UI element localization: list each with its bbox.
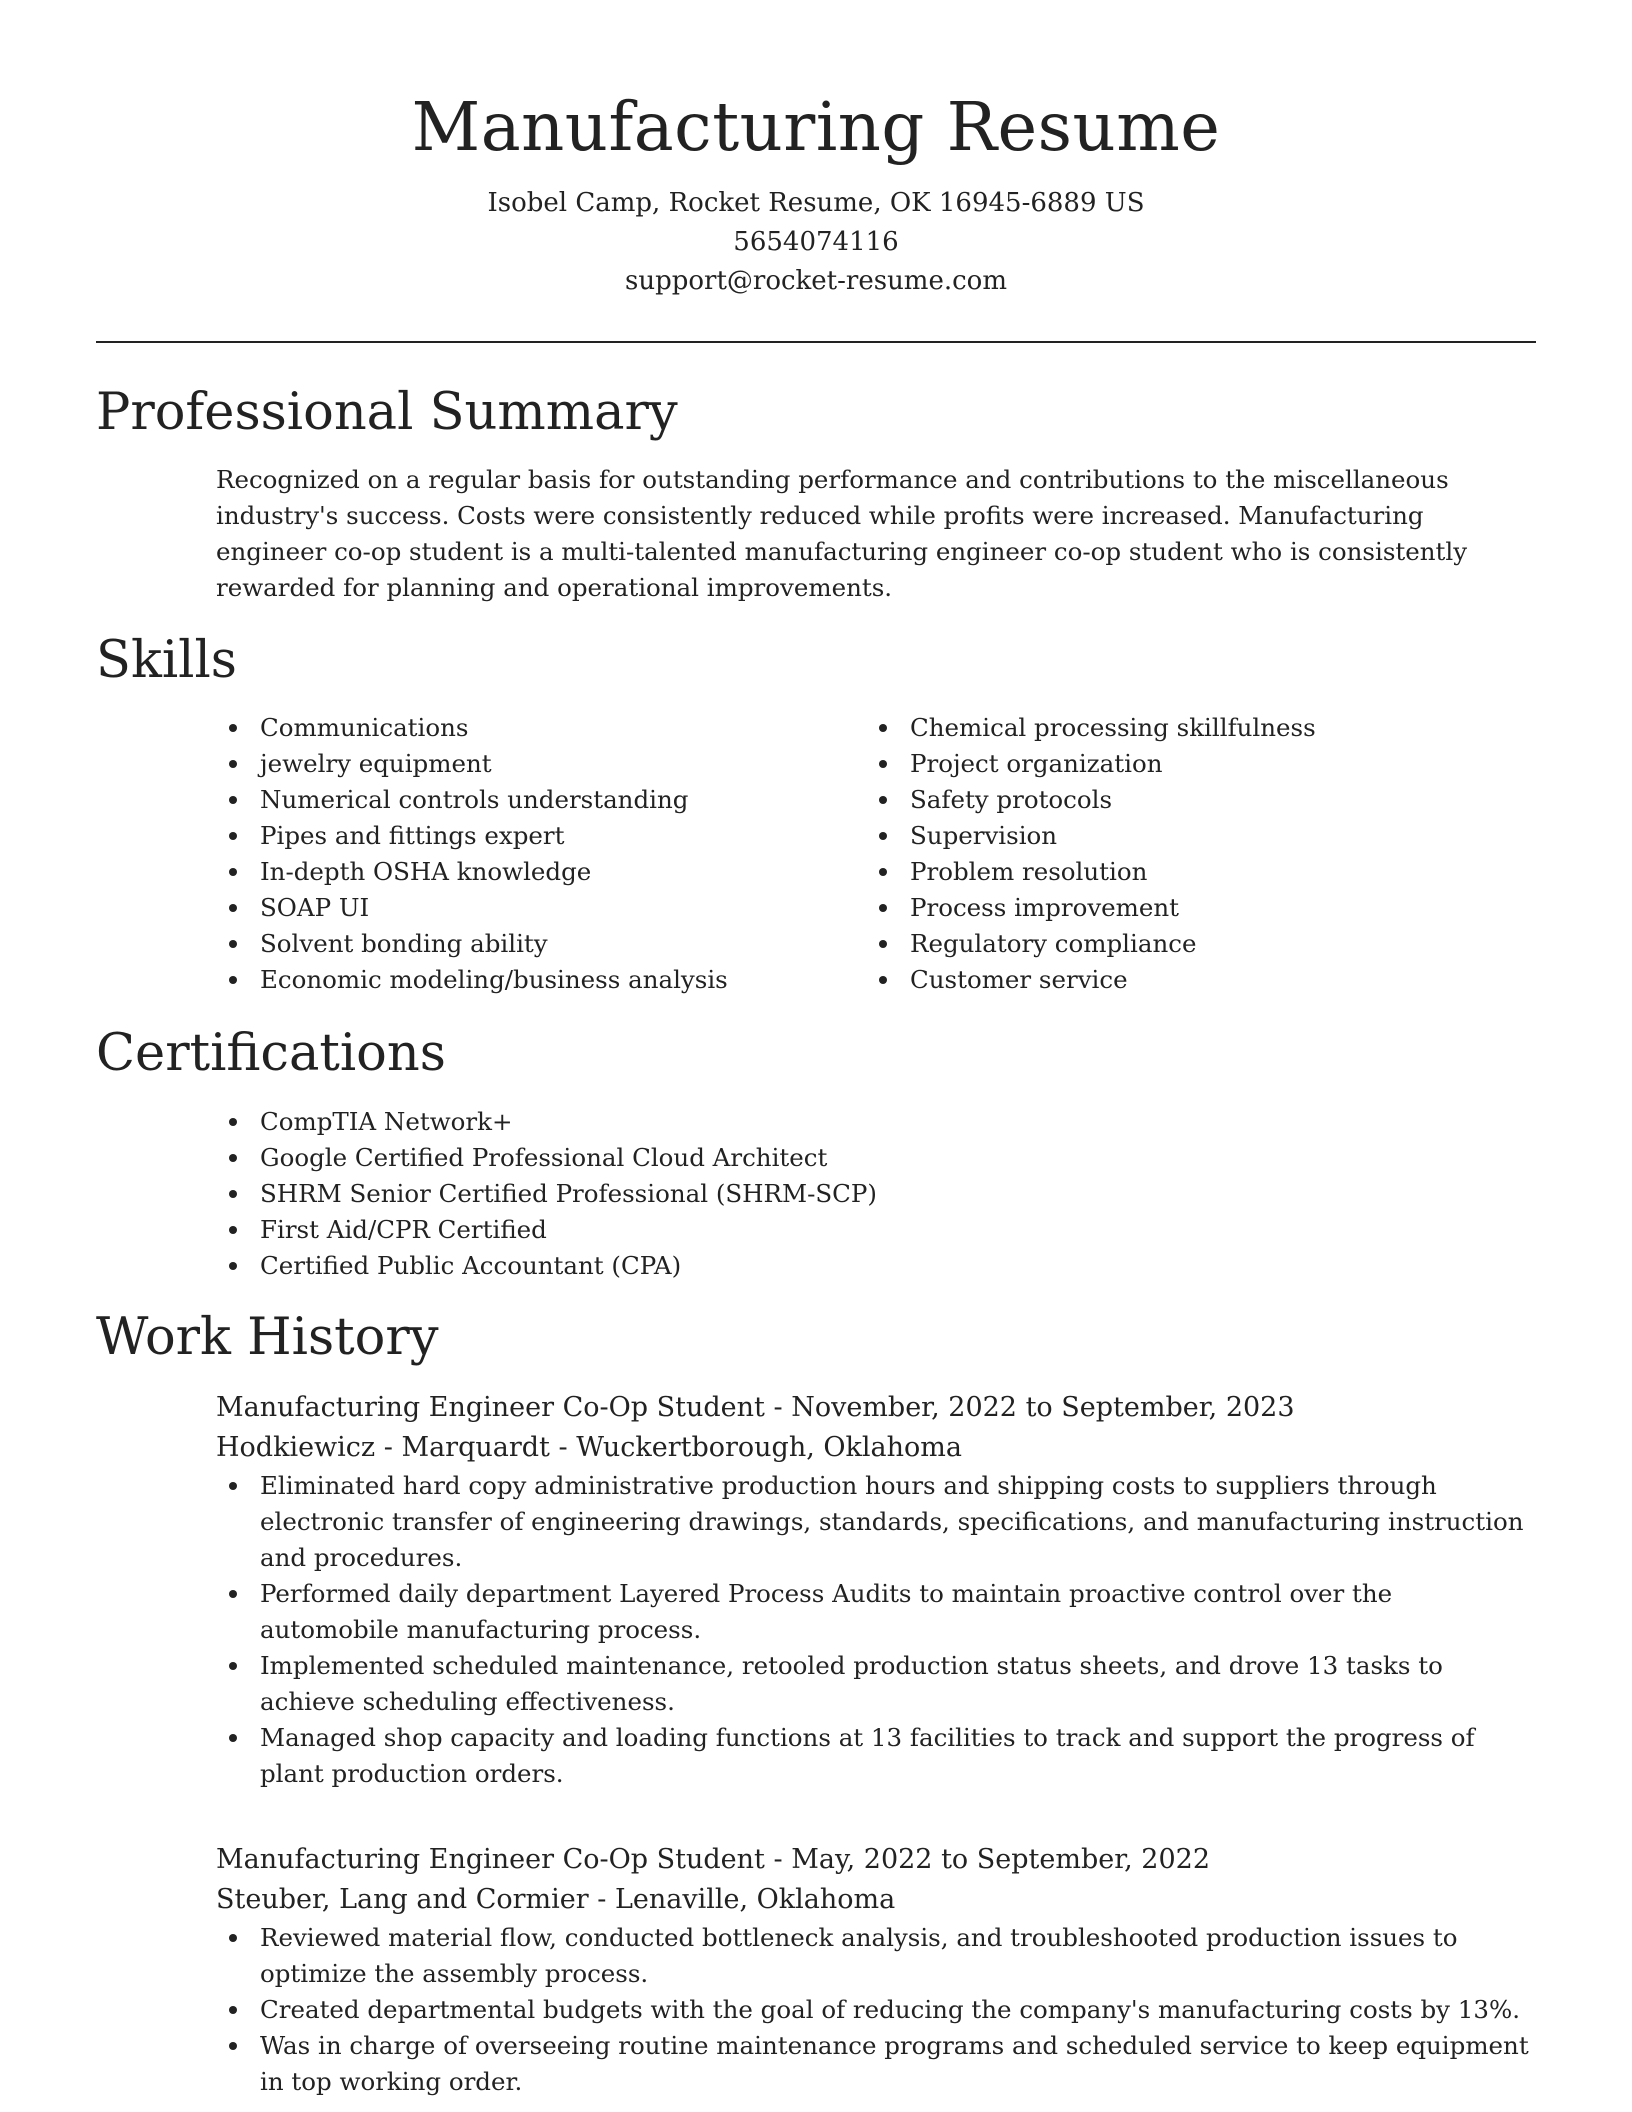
skill-item: Safety protocols [866,782,1526,818]
job-title-line [216,1388,1534,1428]
skill-item: Problem resolution [866,854,1526,890]
job-dates: - May, 2022 to September, 2022 [764,1844,1211,1875]
skills-heading: Skills [96,631,237,690]
job-company-line [216,1880,1534,1920]
certification-item: CompTIA Network+ [216,1104,1216,1140]
document-title: Manufacturing Resume [411,88,1221,166]
skill-item: Solvent bonding ability [216,926,816,962]
job-entry [216,1388,1534,1792]
certifications-heading: Certifications [96,1024,446,1083]
skill-item: Numerical controls understanding [216,782,816,818]
summary-heading: Professional Summary [96,383,678,442]
skills-list-left [216,710,816,998]
contact-phone: 5654074116 [733,227,899,257]
skill-item: Economic modeling/business analysis [216,962,816,998]
skill-item: Customer service [866,962,1526,998]
job-location: - Wuckertborough, Oklahoma [549,1432,962,1463]
job-duties-list [216,1920,1534,2100]
job-title: Manufacturing Engineer Co-Op Student [216,1392,765,1423]
job-title-line [216,1840,1534,1880]
skill-item: Supervision [866,818,1526,854]
job-company: Hodkiewicz - Marquardt [216,1432,550,1463]
job-duty: Managed shop capacity and loading functions at 13 facilities to track and support the progress of plant production orders. [216,1720,1534,1792]
contact-email: support@rocket-resume.com [624,266,1007,296]
job-company: Steuber, Lang and Cormier [216,1884,589,1915]
job-title: Manufacturing Engineer Co-Op Student [216,1844,765,1875]
skill-item: SOAP UI [216,890,816,926]
skill-item: Process improvement [866,890,1526,926]
job-duty: Performed daily department Layered Process Audits to maintain proactive control over the automobile manufacturing process. [216,1576,1534,1648]
contact-block [0,184,1632,301]
skill-item: Chemical processing skillfulness [866,710,1526,746]
certification-item: SHRM Senior Certified Professional (SHRM-SCP) [216,1176,1216,1212]
skills-list-right [866,710,1526,998]
job-duties-list [216,1468,1534,1792]
skill-item: Project organization [866,746,1526,782]
certifications-list [216,1104,1216,1284]
skill-item: Pipes and fittings expert [216,818,816,854]
job-entry [216,1840,1534,2100]
job-company-line [216,1428,1534,1468]
job-duty: Was in charge of overseeing routine maintenance programs and scheduled service to keep equipment in top working order. [216,2028,1534,2100]
skill-item: In-depth OSHA knowledge [216,854,816,890]
certification-item: First Aid/CPR Certified [216,1212,1216,1248]
resume-header [0,0,1632,301]
job-dates: - November, 2022 to September, 2023 [764,1392,1295,1423]
contact-address: Isobel Camp, Rocket Resume, OK 16945-6889 US [487,188,1145,218]
header-divider [96,341,1536,343]
summary-text: Recognized on a regular basis for outstanding performance and contributions to the miscellaneous industry's success. Costs were consistently reduced while profits were increased. Manufacturing engineer co-op student is a multi-talented manufacturing engineer co-op student who is consistently rewarded for planning and operational improvements. [216,465,1468,602]
job-duty: Eliminated hard copy administrative production hours and shipping costs to suppliers through electronic transfer of engineering drawings, standards, specifications, and manufacturing instruction and procedures. [216,1468,1534,1576]
skill-item: Communications [216,710,816,746]
certification-item: Certified Public Accountant (CPA) [216,1248,1216,1284]
work-history-heading: Work History [96,1308,439,1367]
job-location: - Lenaville, Oklahoma [588,1884,896,1915]
skill-item: jewelry equipment [216,746,816,782]
skill-item: Regulatory compliance [866,926,1526,962]
job-duty: Reviewed material flow, conducted bottleneck analysis, and troubleshooted production issues to optimize the assembly process. [216,1920,1534,1992]
job-duty: Created departmental budgets with the goal of reducing the company's manufacturing costs by 13%. [216,1992,1534,2028]
job-duty: Implemented scheduled maintenance, retooled production status sheets, and drove 13 tasks to achieve scheduling effectiveness. [216,1648,1534,1720]
certification-item: Google Certified Professional Cloud Architect [216,1140,1216,1176]
